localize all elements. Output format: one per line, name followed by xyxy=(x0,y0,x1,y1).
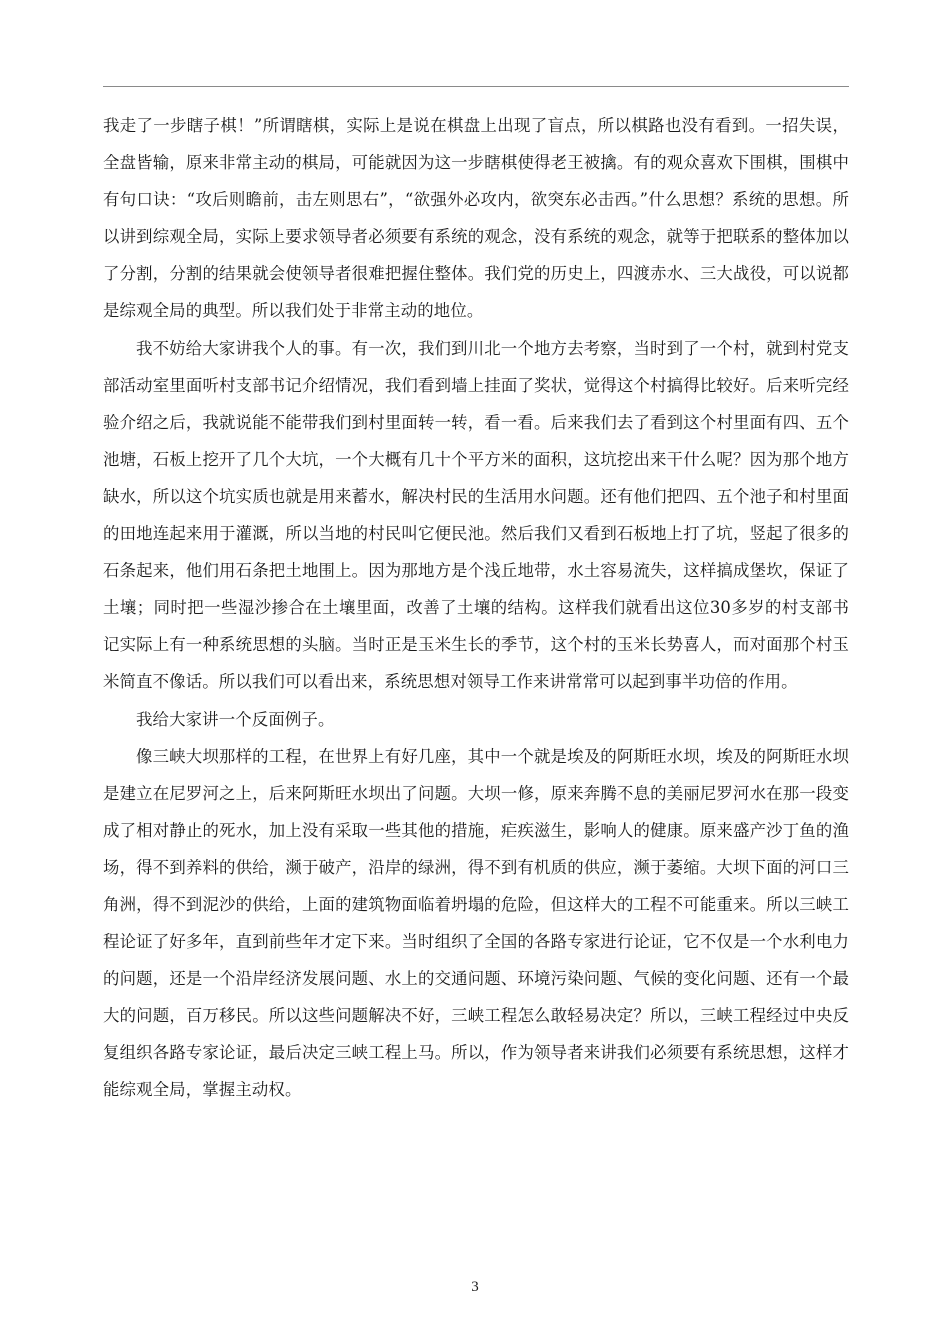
paragraph-4: 像三峡大坝那样的工程，在世界上有好几座，其中一个就是埃及的阿斯旺水坝，埃及的阿斯旺水坝是建立在尼罗河之上，后来阿斯旺水坝出了问题。大坝一修，原来奔腾不息的美丽尼罗河水在那一段变成了相对静止的死水，加上没有采取一些其他的措施，疟疾滋生，影响人的健康。原来盛产沙丁鱼的渔场，得不到养料的供给，濒于破产，沿岸的绿洲，得不到有机质的供应，濒于萎缩。大坝下面的河口三角洲，得不到泥沙的供给，上面的建筑物面临着坍塌的危险，但这样大的工程不可能重来。所以三峡工程论证了好多年，直到前些年才定下来。当时组织了全国的各路专家进行论证，它不仅是一个水利电力的问题，还是一个沿岸经济发展问题、水上的交通问题、环境污染问题、气候的变化问题、还有一个最大的问题，百万移民。所以这些问题解决不好，三峡工程怎么敢轻易决定？所以，三峡工程经过中央反复组织各路专家论证，最后决定三峡工程上马。所以，作为领导者来讲我们必须要有系统思想，这样才能综观全局，掌握主动权。 xyxy=(103,746,849,1100)
body-text xyxy=(103,107,849,1109)
paragraph-1: 我走了一步瞎子棋！”所谓瞎棋，实际上是说在棋盘上出现了盲点，所以棋路也没有看到。一招失误，全盘皆输，原来非常主动的棋局，可能就因为这一步瞎棋使得老王被擒。有的观众喜欢下围棋，围棋中有句口诀：“攻后则瞻前，击左则思右”，“欲强外必攻内，欲突东必击西。”什么思想？系统的思想。所以讲到综观全局，实际上要求领导者必须要有系统的观念，没有系统的观念，就等于把联系的整体加以了分割，分割的结果就会使领导者很难把握住整体。我们党的历史上，四渡赤水、三大战役，可以说都是综观全局的典型。所以我们处于非常主动的地位。 xyxy=(103,116,849,321)
paragraph-3: 我给大家讲一个反面例子。 xyxy=(136,709,335,729)
page-number: 3 xyxy=(471,1279,479,1295)
header-rule xyxy=(103,86,849,87)
paragraph-2: 我不妨给大家讲我个人的事。有一次，我们到川北一个地方去考察，当时到了一个村，就到村党支部活动室里面听村支部书记介绍情况，我们看到墙上挂面了奖状，觉得这个村搞得比较好。后来听完经验介绍之后，我就说能不能带我们到村里面转一转，看一看。后来我们去了看到这个村里面有四、五个池塘，石板上挖开了几个大坑，一个大概有几十个平方米的面积，这坑挖出来干什么呢？因为那个地方缺水，所以这个坑实质也就是用来蓄水，解决村民的生活用水问题。还有他们把四、五个池子和村里面的田地连起来用于灌溉，所以当地的村民叫它便民池。然后我们又看到石板地上打了坑，竖起了很多的石条起来，他们用石条把土地围上。因为那地方是个浅丘地带，水土容易流失，这样搞成堡坎，保证了土壤；同时把一些湿沙掺合在土壤里面，改善了土壤的结构。这样我们就看出这位30多岁的村支部书记实际上有一种系统思想的头脑。当时正是玉米生长的季节，这个村的玉米长势喜人，而对面那个村玉米简直不像话。所以我们可以看出来，系统思想对领导工作来讲常常可以起到事半功倍的作用。 xyxy=(103,338,849,692)
